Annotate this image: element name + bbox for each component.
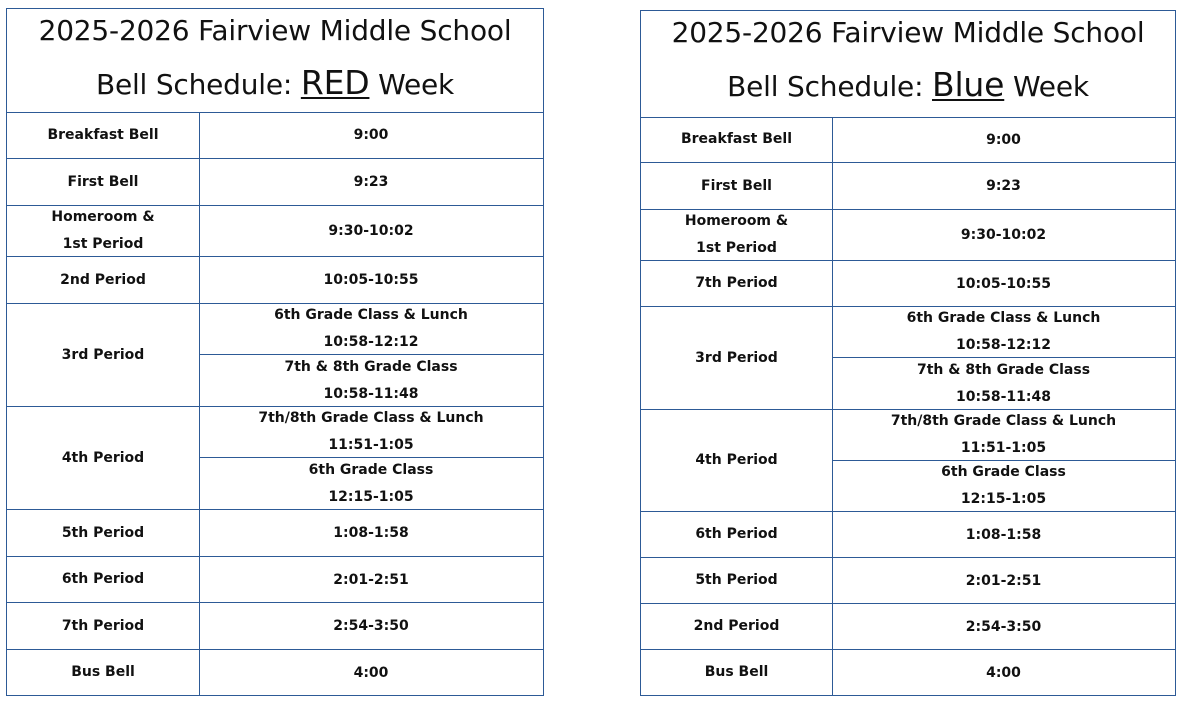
sub-period-name: 7th & 8th Grade Class (916, 361, 1091, 378)
week-name: RED (300, 63, 370, 102)
period-time: 9:00 (353, 127, 389, 143)
period-label-line: 1st Period (696, 240, 777, 256)
blue-week-schedule (640, 10, 1176, 696)
period-label: 2nd Period (7, 257, 200, 303)
week-name: Blue (932, 65, 1005, 104)
table-row (7, 650, 543, 695)
period-label: 6th Period (7, 557, 200, 602)
period-time: 2:54-3:50 (333, 618, 409, 634)
sub-period-time: 10:58-11:48 (956, 388, 1051, 405)
table-row (7, 603, 543, 650)
sub-period-time: 12:15-1:05 (328, 488, 414, 505)
period-label: 7th Period (641, 261, 833, 306)
period-time: 2:01-2:51 (333, 571, 409, 588)
period-time: 1:08-1:58 (333, 525, 409, 541)
schedule-subtitle (641, 65, 1175, 104)
table-row (641, 163, 1175, 210)
period-time: 9:00 (986, 131, 1021, 148)
period-time: 1:08-1:58 (965, 526, 1042, 543)
period-label: 2nd Period (641, 604, 833, 649)
sub-period-name: 6th Grade Class (941, 464, 1066, 480)
sub-period (199, 355, 543, 406)
sub-period-name: 7th & 8th Grade Class (284, 358, 458, 375)
table-row (7, 510, 543, 557)
table-row (641, 261, 1175, 307)
period-time: 4:00 (353, 664, 389, 681)
sub-period (832, 461, 1175, 511)
table-row (641, 558, 1175, 604)
table-row (7, 206, 543, 257)
table-row (7, 557, 543, 603)
period-time: 2:54-3:50 (965, 618, 1042, 635)
period-label: 7th Period (7, 603, 200, 649)
table-row (7, 407, 543, 510)
period-time: 9:30-10:02 (960, 227, 1047, 243)
table-row (641, 210, 1175, 261)
period-label: First Bell (7, 159, 200, 205)
sub-period-time: 10:58-11:48 (323, 385, 419, 402)
schedule-title: 2025-2026 Fairview Middle School (38, 14, 512, 47)
table-row (641, 410, 1175, 512)
sub-period (832, 410, 1175, 461)
sub-period-name: 6th Grade Class & Lunch (906, 310, 1101, 326)
period-time: 10:05-10:55 (956, 275, 1051, 292)
sub-period-name: 6th Grade Class (308, 461, 434, 478)
period-label-line: Homeroom & (51, 209, 155, 225)
table-row (7, 112, 543, 159)
table-row (7, 304, 543, 407)
period-label: Breakfast Bell (7, 112, 200, 158)
table-row (641, 117, 1175, 163)
period-label (641, 210, 833, 260)
sub-period-name: 7th/8th Grade Class & Lunch (258, 410, 484, 426)
table-row (641, 307, 1175, 410)
period-label: 3rd Period (641, 307, 833, 409)
sub-period-time: 10:58-12:12 (323, 334, 419, 350)
period-label: 3rd Period (7, 304, 200, 406)
sub-period-name: 6th Grade Class & Lunch (274, 307, 468, 323)
period-time: 9:23 (353, 174, 389, 190)
table-row (641, 512, 1175, 558)
schedule-header (641, 11, 1175, 118)
table-row (641, 604, 1175, 650)
period-label-line: 1st Period (62, 236, 144, 252)
subtitle-suffix: Week (369, 68, 455, 101)
sub-period (199, 407, 543, 458)
sub-period (199, 458, 543, 509)
period-time: 9:30-10:02 (328, 223, 414, 239)
table-row (7, 159, 543, 206)
period-label: Bus Bell (7, 650, 200, 695)
period-label: 6th Period (641, 512, 833, 557)
period-label: 4th Period (641, 410, 833, 511)
table-row (641, 650, 1175, 695)
sub-period-name: 7th/8th Grade Class & Lunch (890, 413, 1117, 429)
period-label: Breakfast Bell (641, 117, 833, 162)
period-label: Bus Bell (641, 650, 833, 695)
period-label: 5th Period (641, 558, 833, 603)
period-label-line: Homeroom & (684, 213, 789, 229)
schedule-title: 2025-2026 Fairview Middle School (671, 16, 1145, 49)
subtitle-suffix: Week (1004, 70, 1089, 103)
sub-period (199, 304, 543, 355)
period-label: 5th Period (7, 510, 200, 556)
sub-period-time: 12:15-1:05 (960, 491, 1047, 507)
period-label: 4th Period (7, 407, 200, 509)
schedule-subtitle (7, 63, 543, 102)
period-time: 9:23 (986, 178, 1021, 194)
table-row (7, 257, 543, 304)
subtitle-prefix: Bell Schedule: (727, 70, 933, 103)
sub-period-time: 10:58-12:12 (956, 337, 1051, 353)
period-time: 10:05-10:55 (323, 272, 419, 288)
subtitle-prefix: Bell Schedule: (95, 68, 301, 101)
sub-period-time: 11:51-1:05 (328, 437, 414, 453)
period-label: First Bell (641, 163, 833, 209)
red-week-schedule (6, 8, 544, 696)
period-time: 4:00 (986, 664, 1021, 681)
period-time: 2:01-2:51 (965, 572, 1042, 589)
schedule-header (7, 9, 543, 113)
sub-period (832, 307, 1175, 358)
period-label (7, 206, 200, 256)
sub-period-time: 11:51-1:05 (960, 440, 1047, 456)
sub-period (832, 358, 1175, 409)
